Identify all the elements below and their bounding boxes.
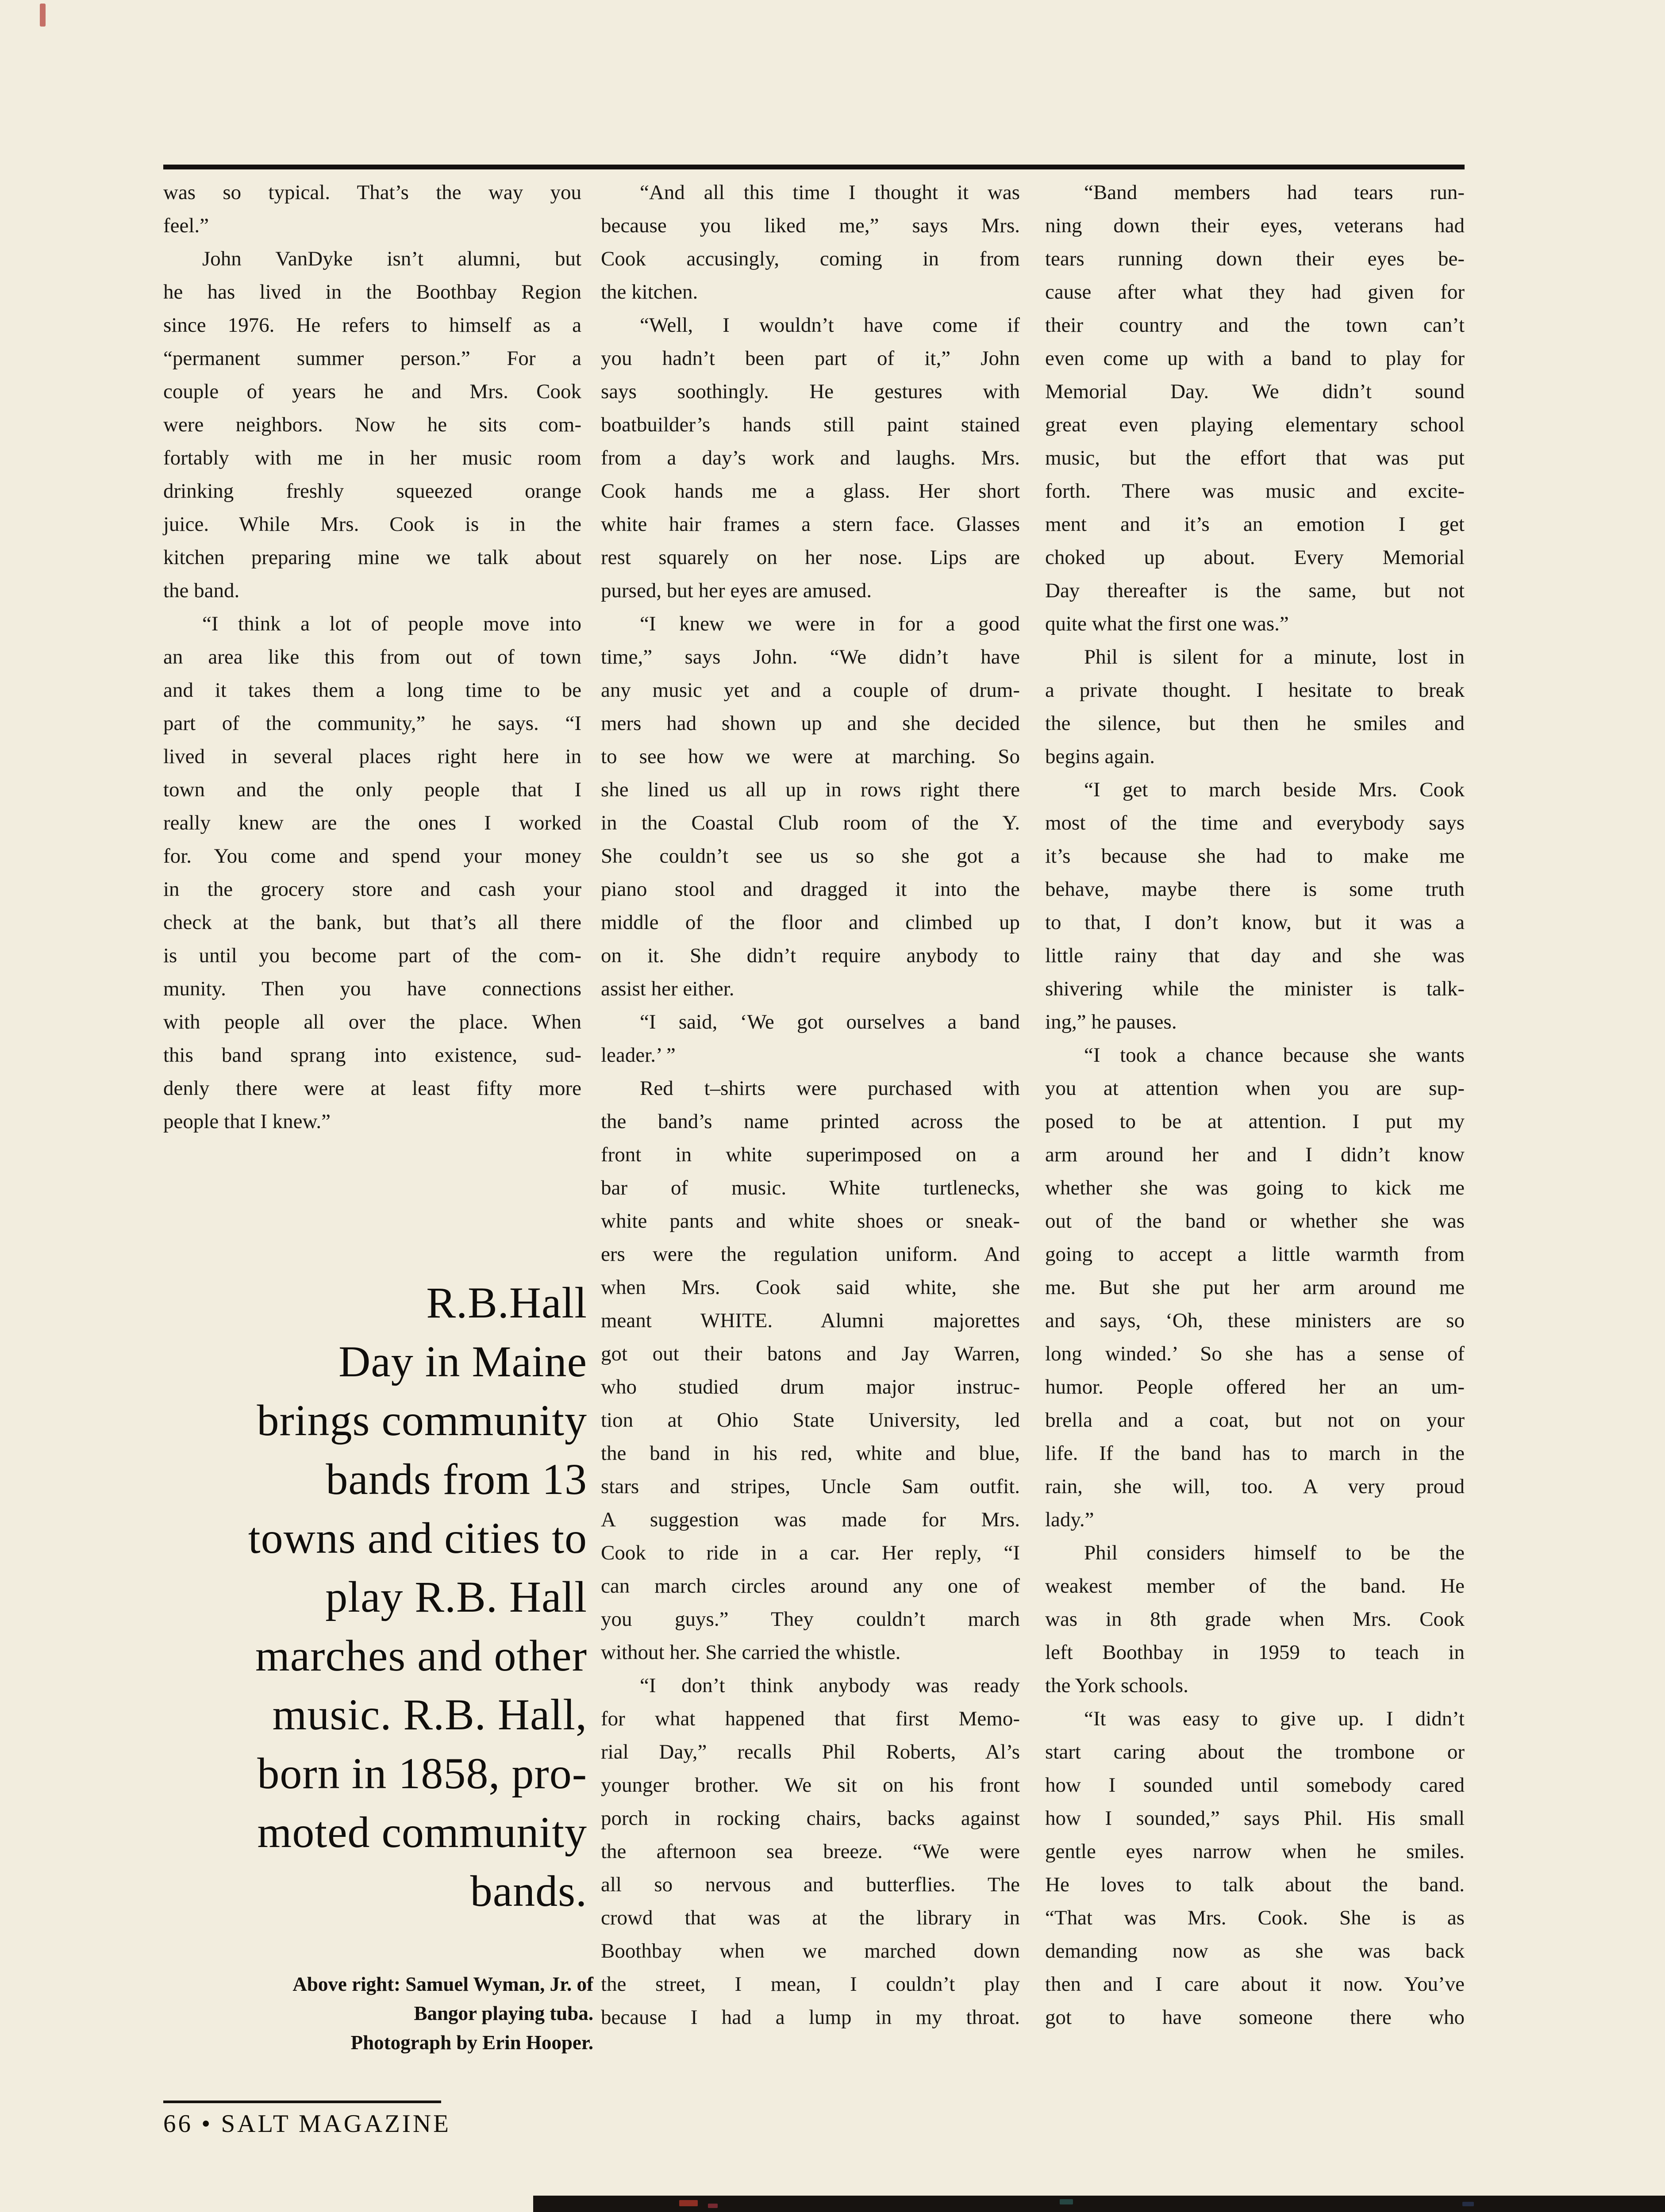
text-line: humor. People offered her an um-: [1045, 1375, 1465, 1398]
text-line: were neighbors. Now he sits com-: [163, 413, 581, 436]
paragraph: [601, 1669, 1020, 2034]
text-line: to that, I don’t know, but it was a: [1045, 911, 1465, 934]
text-line: a private thought. I hesitate to break: [1045, 679, 1465, 702]
text-line: little rainy that day and she was: [1045, 944, 1465, 967]
text-line: forth. There was music and excite-: [1045, 480, 1465, 503]
text-line: munity. Then you have connections: [163, 977, 581, 1000]
pull-quote-line: play R.B. Hall: [325, 1572, 587, 1621]
text-line: he has lived in the Boothbay Region: [163, 280, 581, 303]
photo-caption-line: Above right: Samuel Wyman, Jr. of: [292, 1973, 593, 1995]
text-line: for. You come and spend your money: [163, 845, 581, 868]
text-line: denly there were at least fifty more: [163, 1077, 581, 1100]
text-line: “permanent summer person.” For a: [163, 347, 581, 370]
text-line: “Well, I wouldn’t have come if: [640, 314, 1020, 337]
text-line: because I had a lump in my throat.: [601, 2006, 1020, 2029]
pull-quote-line: towns and cities to: [248, 1513, 587, 1563]
text-line: shivering while the minister is talk-: [1045, 977, 1465, 1000]
text-line: front in white superimposed on a: [601, 1143, 1020, 1166]
paragraph: [601, 1072, 1020, 1669]
text-line: leader.’ ”: [601, 1044, 676, 1067]
text-line: drinking freshly squeezed orange: [163, 480, 581, 503]
paragraph: [163, 607, 581, 1138]
text-line: was in 8th grade when Mrs. Cook: [1045, 1608, 1465, 1631]
pull-quote-line: brings community: [257, 1396, 587, 1445]
text-line: couple of years he and Mrs. Cook: [163, 380, 581, 403]
text-line: for what happened that first Memo-: [601, 1707, 1020, 1730]
text-line: all so nervous and butterflies. The: [601, 1873, 1020, 1896]
text-line: pursed, but her eyes are amused.: [601, 579, 872, 602]
text-line: going to accept a little warmth from: [1045, 1243, 1465, 1266]
text-line: the band in his red, white and blue,: [601, 1442, 1020, 1465]
text-line: can march circles around any one of: [601, 1575, 1020, 1598]
text-line: begins again.: [1045, 745, 1155, 768]
text-line: Boothbay when we marched down: [601, 1939, 1020, 1962]
text-line: cause after what they had given for: [1045, 280, 1465, 303]
text-line: the street, I mean, I couldn’t play: [601, 1973, 1020, 1996]
pull-quote-line: born in 1858, pro-: [257, 1749, 587, 1798]
text-line: she lined us all up in rows right there: [601, 778, 1020, 801]
text-line: this band sprang into existence, sud-: [163, 1044, 581, 1067]
text-line: you hadn’t been part of it,” John: [601, 347, 1020, 370]
text-line: weakest member of the band. He: [1045, 1575, 1465, 1598]
text-line: tion at Ohio State University, led: [601, 1409, 1020, 1432]
text-line: to see how we were at marching. So: [601, 745, 1020, 768]
paragraph: [601, 309, 1020, 607]
text-line: life. If the band has to march in the: [1045, 1442, 1465, 1465]
paragraph: [601, 1006, 1020, 1072]
paragraph: [1045, 773, 1465, 1039]
text-line: “Band members had tears run-: [1084, 181, 1465, 204]
text-line: “I took a chance because she wants: [1084, 1044, 1465, 1067]
text-line: was so typical. That’s the way you: [163, 181, 581, 204]
text-line: the band’s name printed across the: [601, 1110, 1020, 1133]
scan-noise-speck: [1462, 2202, 1474, 2206]
text-line: ers were the regulation uniform. And: [601, 1243, 1020, 1266]
paragraph: [1045, 1702, 1465, 2034]
text-line: porch in rocking chairs, backs against: [601, 1807, 1020, 1830]
text-line: with people all over the place. When: [163, 1010, 581, 1033]
text-line: middle of the floor and climbed up: [601, 911, 1020, 934]
text-line: check at the bank, but that’s all there: [163, 911, 581, 934]
scan-noise-speck: [708, 2204, 718, 2208]
article-column-2: [601, 176, 1020, 2034]
pull-quote-line: bands.: [470, 1866, 587, 1916]
text-line: the kitchen.: [601, 280, 698, 303]
text-line: demanding now as she was back: [1045, 1939, 1465, 1962]
text-line: people that I knew.”: [163, 1110, 331, 1133]
text-line: Memorial Day. We didn’t sound: [1045, 380, 1465, 403]
pull-quote-line: Day in Maine: [338, 1337, 587, 1386]
text-line: piano stool and dragged it into the: [601, 878, 1020, 901]
text-line: how I sounded until somebody cared: [1045, 1774, 1465, 1797]
text-line: kitchen preparing mine we talk about: [163, 546, 581, 569]
pull-quote-line: R.B.Hall: [426, 1278, 587, 1327]
text-line: She couldn’t see us so she got a: [601, 845, 1020, 868]
paragraph: [1045, 1039, 1465, 1536]
text-line: rest squarely on her nose. Lips are: [601, 546, 1020, 569]
article-column-1: [163, 176, 581, 1138]
text-line: out of the band or whether she was: [1045, 1210, 1465, 1233]
text-line: “And all this time I thought it was: [640, 181, 1020, 204]
text-line: time,” says John. “We didn’t have: [601, 645, 1020, 668]
text-line: lived in several places right here in: [163, 745, 581, 768]
text-line: ing,” he pauses.: [1045, 1010, 1177, 1033]
text-line: Phil is silent for a minute, lost in: [1084, 645, 1465, 668]
text-line: juice. While Mrs. Cook is in the: [163, 513, 581, 536]
text-line: John VanDyke isn’t alumni, but: [202, 247, 581, 270]
text-line: Phil considers himself to be the: [1084, 1541, 1465, 1564]
photo-caption-line: Bangor playing tuba.: [414, 2002, 593, 2024]
top-rule-divider: [163, 165, 1465, 169]
paragraph: [163, 242, 581, 607]
paragraph: [1045, 641, 1465, 773]
paragraph: [163, 176, 581, 242]
text-line: arm around her and I didn’t know: [1045, 1143, 1465, 1166]
text-line: behave, maybe there is some truth: [1045, 878, 1465, 901]
text-line: part of the community,” he says. “I: [163, 712, 581, 735]
photo-caption: [163, 1970, 593, 2057]
text-line: Day thereafter is the same, but not: [1045, 579, 1465, 602]
pull-quote: [159, 1273, 587, 1920]
text-line: crowd that was at the library in: [601, 1906, 1020, 1929]
text-line: then and I care about it now. You’ve: [1045, 1973, 1465, 1996]
text-line: rial Day,” recalls Phil Roberts, Al’s: [601, 1740, 1020, 1763]
pull-quote-line: bands from 13: [326, 1455, 587, 1504]
text-line: stars and stripes, Uncle Sam outfit.: [601, 1475, 1020, 1498]
text-line: town and the only people that I: [163, 778, 581, 801]
text-line: white hair frames a stern face. Glasses: [601, 513, 1020, 536]
text-line: says soothingly. He gestures with: [601, 380, 1020, 403]
paragraph: [1045, 1536, 1465, 1702]
text-line: brella and a coat, but not on your: [1045, 1409, 1465, 1432]
text-line: even come up with a band to play for: [1045, 347, 1465, 370]
text-line: on it. She didn’t require anybody to: [601, 944, 1020, 967]
text-line: choked up about. Every Memorial: [1045, 546, 1465, 569]
text-line: when Mrs. Cook said white, she: [601, 1276, 1020, 1299]
text-line: ment and it’s an emotion I get: [1045, 513, 1465, 536]
text-line: long winded.’ So she has a sense of: [1045, 1342, 1465, 1365]
paragraph: [601, 607, 1020, 1006]
scan-noise-speck: [1060, 2199, 1073, 2204]
text-line: how I sounded,” says Phil. His small: [1045, 1807, 1465, 1830]
scan-edge-mark: [40, 4, 46, 27]
text-line: whether she was going to kick me: [1045, 1176, 1465, 1199]
text-line: tears running down their eyes be-: [1045, 247, 1465, 270]
pull-quote-line: moted community: [257, 1808, 587, 1857]
text-line: rain, she will, too. A very proud: [1045, 1475, 1465, 1498]
text-line: “I said, ‘We got ourselves a band: [640, 1010, 1020, 1033]
text-line: me. But she put her arm around me: [1045, 1276, 1465, 1299]
text-line: Cook accusingly, coming in from: [601, 247, 1020, 270]
text-line: mers had shown up and she decided: [601, 712, 1020, 735]
text-line: in the grocery store and cash your: [163, 878, 581, 901]
text-line: “I get to march beside Mrs. Cook: [1084, 778, 1465, 801]
paragraph: [601, 176, 1020, 309]
scan-noise-speck: [679, 2200, 698, 2206]
paragraph: [1045, 176, 1465, 641]
text-line: in the Coastal Club room of the Y.: [601, 811, 1020, 834]
text-line: feel.”: [163, 214, 209, 237]
scan-edge-artifact: [533, 2196, 1665, 2212]
text-line: white pants and white shoes or sneak-: [601, 1210, 1020, 1233]
text-line: Red t–shirts were purchased with: [640, 1077, 1020, 1100]
text-line: quite what the first one was.”: [1045, 612, 1289, 635]
text-line: A suggestion was made for Mrs.: [601, 1508, 1020, 1531]
text-line: younger brother. We sit on his front: [601, 1774, 1020, 1797]
text-line: bar of music. White turtlenecks,: [601, 1176, 1020, 1199]
text-line: really knew are the ones I worked: [163, 811, 581, 834]
photo-caption-line: Photograph by Erin Hooper.: [350, 2032, 593, 2054]
text-line: “It was easy to give up. I didn’t: [1084, 1707, 1465, 1730]
article-column-3: [1045, 176, 1465, 2034]
text-line: gentle eyes narrow when he smiles.: [1045, 1840, 1465, 1863]
pull-quote-line: music. R.B. Hall,: [272, 1690, 587, 1739]
text-line: you at attention when you are sup-: [1045, 1077, 1465, 1100]
pull-quote-line: marches and other: [255, 1631, 587, 1680]
text-line: and it takes them a long time to be: [163, 679, 581, 702]
text-line: because you liked me,” says Mrs.: [601, 214, 1020, 237]
text-line: posed to be at attention. I put my: [1045, 1110, 1465, 1133]
text-line: you guys.” They couldn’t march: [601, 1608, 1020, 1631]
text-line: who studied drum major instruc-: [601, 1375, 1020, 1398]
text-line: without her. She carried the whistle.: [601, 1641, 901, 1664]
text-line: assist her either.: [601, 977, 734, 1000]
text-line: Cook to ride in a car. Her reply, “I: [601, 1541, 1020, 1564]
text-line: the York schools.: [1045, 1674, 1188, 1697]
text-line: the band.: [163, 579, 240, 602]
text-line: Cook hands me a glass. Her short: [601, 480, 1020, 503]
text-line: fortably with me in her music room: [163, 446, 581, 469]
footer-rule-divider: [163, 2101, 441, 2103]
text-line: great even playing elementary school: [1045, 413, 1465, 436]
text-line: since 1976. He refers to himself as a: [163, 314, 581, 337]
text-line: meant WHITE. Alumni majorettes: [601, 1309, 1020, 1332]
text-line: got to have someone there who: [1045, 2006, 1465, 2029]
text-line: is until you become part of the com-: [163, 944, 581, 967]
text-line: ning down their eyes, veterans had: [1045, 214, 1465, 237]
text-line: got out their batons and Jay Warren,: [601, 1342, 1020, 1365]
text-line: music, but the effort that was put: [1045, 446, 1465, 469]
text-line: from a day’s work and laughs. Mrs.: [601, 446, 1020, 469]
text-line: any music yet and a couple of drum-: [601, 679, 1020, 702]
text-line: “I don’t think anybody was ready: [640, 1674, 1020, 1697]
text-line: an area like this from out of town: [163, 645, 581, 668]
text-line: start caring about the trombone or: [1045, 1740, 1465, 1763]
text-line: and says, ‘Oh, these ministers are so: [1045, 1309, 1465, 1332]
text-line: it’s because she had to make me: [1045, 845, 1465, 868]
text-line: the afternoon sea breeze. “We were: [601, 1840, 1020, 1863]
text-line: boatbuilder’s hands still paint stained: [601, 413, 1020, 436]
text-line: most of the time and everybody says: [1045, 811, 1465, 834]
page-number-footer: 66 • SALT MAGAZINE: [163, 2110, 451, 2138]
text-line: lady.”: [1045, 1508, 1094, 1531]
text-line: He loves to talk about the band.: [1045, 1873, 1465, 1896]
text-line: the silence, but then he smiles and: [1045, 712, 1465, 735]
text-line: “That was Mrs. Cook. She is as: [1045, 1906, 1465, 1929]
text-line: their country and the town can’t: [1045, 314, 1465, 337]
text-line: left Boothbay in 1959 to teach in: [1045, 1641, 1465, 1664]
text-line: “I think a lot of people move into: [202, 612, 581, 635]
text-line: “I knew we were in for a good: [640, 612, 1020, 635]
